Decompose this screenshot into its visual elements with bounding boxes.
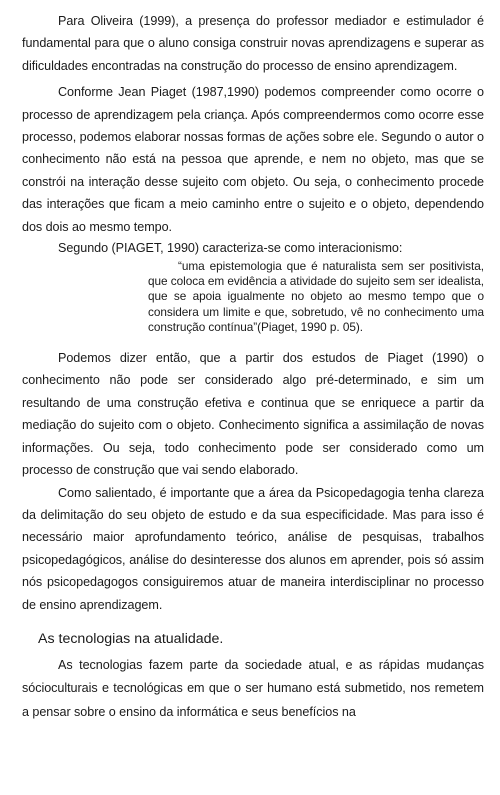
paragraph-quote-intro: Segundo (PIAGET, 1990) caracteriza-se como interacionismo: <box>58 241 403 256</box>
block-quote: “uma epistemologia que é naturalista sem ser positivista, que coloca em evidência a atividade do sujeito sem ser idealista, que se apoia igualmente no objeto ao mesmo tempo que o considera um limite e que, sobretudo, vê no conhecimento uma construção contínua”(Piaget, 1990 p. 05). <box>148 259 484 334</box>
paragraph-oliveira: Para Oliveira (1999), a presença do professor mediador e estimulador é fundamental para que o aluno consiga construir novas aprendizagens e superar as dificuldades encontradas na construção do processo de ensino aprendizagem. <box>22 14 484 73</box>
paragraph-conhecimento: Podemos dizer então, que a partir dos estudos de Piaget (1990) o conhecimento não pode ser considerado algo pré-determinado, e sim um resultando de uma construção efetiva e continua que se enriquece a partir da mediação do sujeito com o objeto. Conhecimento significa a assimilação de novas informações. Ou seja, todo conhecimento pode ser considerado como um processo de construção que vai sendo elaborado. <box>22 351 484 478</box>
document-page <box>22 10 484 724</box>
paragraph-psicopedagogia: Como salientado, é importante que a área da Psicopedagogia tenha clareza da delimitação do seu objeto de estudo e da sua especificidade. Mas para isso é necessário maior aprofundamento teórico, análise de pesquisas, trabalhos psicopedagógicos, análise do desinteresse dos alunos em aprender, pois só assim nós psicopedagogos consiguiremos atuar de maneira interdisciplinar no processo de ensino aprendizagem. <box>22 485 484 612</box>
paragraph-piaget: Conforme Jean Piaget (1987,1990) podemos compreender como ocorre o processo de aprendizagem pela criança. Após compreendermos como ocorre esse processo, podemos elaborar nossas formas de ações sobre ele. Segundo o autor o conhecimento não está na pessoa que aprende, e nem no objeto, mas que se constrói na interação desse sujeito com objeto. Ou seja, o conhecimento procede das interações que ficam a meio caminho entre o sujeito e o objeto, dependendo dos dois ao mesmo tempo. <box>22 85 484 234</box>
section-title: As tecnologias na atualidade. <box>38 630 224 647</box>
paragraph-tecnologias: As tecnologias fazem parte da sociedade atual, e as rápidas mudanças sócioculturais e tecnológicas em que o ser humano está submetido, nos remetem a pensar sobre o ensino da informática e seus benefícios na <box>22 657 484 719</box>
